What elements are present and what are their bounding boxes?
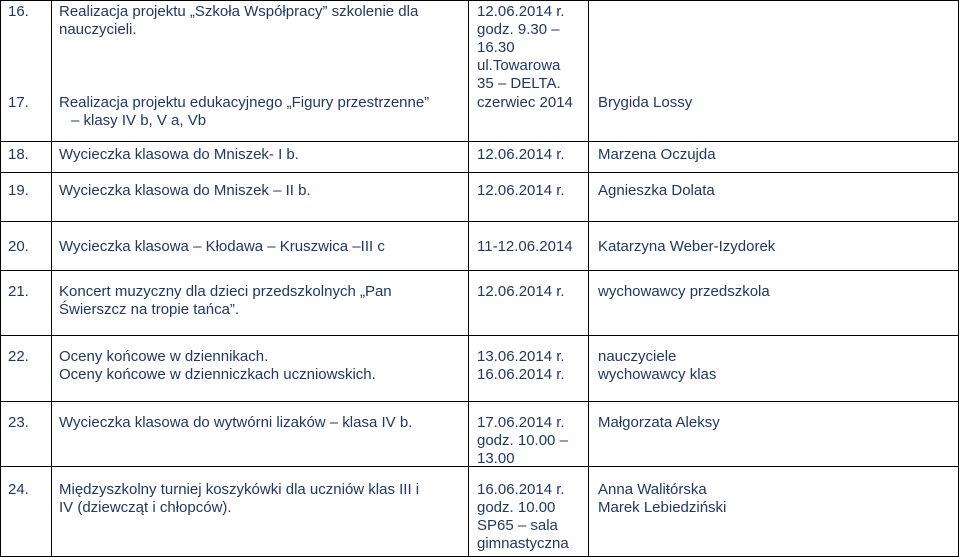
table-cell-person: [598, 146, 716, 164]
cell-line: Anna Waliŧórska: [598, 481, 707, 498]
cell-line: 20.: [8, 238, 29, 255]
cell-line: czerwiec 2014: [477, 94, 573, 111]
cell-line: 23.: [8, 414, 29, 431]
cell-line: Wycieczka klasowa – Kłodawa – Kruszwica –III c: [59, 238, 385, 255]
table-cell-date: [477, 481, 569, 553]
cell-line: 16.06.2014 r.: [477, 366, 565, 383]
cell-line: gimnastyczna: [477, 535, 569, 552]
cell-line: Koncert muzyczny dla dzieci przedszkolnych „Pan: [59, 283, 392, 300]
table-cell-person: [598, 348, 716, 384]
cell-line: Świerszcz na tropie tańca”.: [59, 301, 240, 318]
table-cell-date: [477, 414, 568, 468]
table-cell-person: [598, 283, 770, 301]
table-cell-no: [8, 348, 29, 366]
table-cell-date: [477, 146, 565, 164]
cell-line: 16.06.2014 r.: [477, 481, 565, 498]
cell-line: Wycieczka klasowa do Mniszek – II b.: [59, 182, 311, 199]
cell-line: godz. 9.30 –: [477, 21, 560, 38]
cell-line: 16.: [8, 3, 29, 20]
table-cell-person: [598, 238, 775, 256]
table-cell-person: [598, 94, 692, 112]
cell-line: Oceny końcowe w dziennikach.: [59, 348, 269, 365]
table-cell-no: [8, 238, 29, 256]
cell-line: IV (dziewcząt i chłopców).: [59, 499, 232, 516]
table-cell-event: [59, 238, 385, 256]
table-cell-date: [477, 94, 573, 112]
cell-line: Międzyszkolny turniej koszykówki dla uczniów klas III i: [59, 481, 420, 498]
cell-line: Małgorzata Aleksy: [598, 414, 720, 431]
table-cell-event: [59, 414, 412, 432]
cell-line: 13.00: [477, 450, 515, 467]
table-cell-date: [477, 182, 565, 200]
cell-line: nauczycieli.: [59, 21, 137, 38]
table-cell-no: [8, 481, 29, 499]
table-cell-event: [59, 146, 299, 164]
cell-line: Marek Lebiedziński: [598, 499, 727, 516]
cell-line: 18.: [8, 146, 29, 163]
cell-line: Katarzyna Weber-Izydorek: [598, 238, 776, 255]
table-cell-event: [59, 348, 376, 384]
table-cell-event: [59, 3, 418, 39]
cell-line: wychowawcy przedszkola: [598, 283, 770, 300]
table-cell-date: [477, 283, 565, 301]
table-cell-person: [598, 182, 715, 200]
cell-line: Agnieszka Dolata: [598, 182, 715, 199]
table-cell-event: [59, 94, 429, 130]
table-cell-event: [59, 182, 311, 200]
cell-line: Marzena Oczujda: [598, 146, 716, 163]
cell-line: nauczyciele: [598, 348, 677, 365]
cell-line: 12.06.2014 r.: [477, 182, 565, 199]
table-cell-no: [8, 146, 29, 164]
table-cell-event: [59, 283, 392, 319]
cell-line: Brygida Lossy: [598, 94, 693, 111]
cell-line: wychowawcy klas: [598, 366, 717, 383]
cell-line: godz. 10.00: [477, 499, 556, 516]
cell-line: 17.: [8, 94, 29, 111]
cell-line: 12.06.2014 r.: [477, 146, 565, 163]
table-cell-date: [477, 238, 573, 256]
cell-line: 13.06.2014 r.: [477, 348, 565, 365]
cell-line: 22.: [8, 348, 29, 365]
table-cell-no: [8, 283, 29, 301]
cell-line: 24.: [8, 481, 29, 498]
cell-line: 35 – DELTA.: [477, 75, 561, 92]
cell-line: SP65 – sala: [477, 517, 558, 534]
cell-line: 17.06.2014 r.: [477, 414, 565, 431]
table-cell-event: [59, 481, 419, 517]
cell-line: 19.: [8, 182, 29, 199]
cell-line: Wycieczka klasowa do wytwórni lizaków – klasa IV b.: [59, 414, 413, 431]
table-cell-person: [598, 481, 726, 517]
cell-line: Realizacja projektu edukacyjnego „Figury przestrzenne”: [59, 94, 430, 111]
table-cell-no: [8, 3, 29, 21]
cell-line: 16.30: [477, 39, 515, 56]
cell-line: 21.: [8, 283, 29, 300]
cell-line: 12.06.2014 r.: [477, 3, 565, 20]
cell-line: Realizacja projektu „Szkoła Współpracy” szkolenie dla: [59, 3, 419, 20]
table-cell-no: [8, 182, 29, 200]
cell-line: Wycieczka klasowa do Mniszek- I b.: [59, 146, 299, 163]
cell-line: Oceny końcowe w dzienniczkach uczniowskich.: [59, 366, 376, 383]
table-cell-no: [8, 414, 29, 432]
table-cell-date: [477, 3, 565, 93]
cell-line: ul.Towarowa: [477, 57, 561, 74]
cell-line: – klasy IV b, V a, Vb: [71, 112, 207, 129]
table-cell-no: [8, 94, 29, 112]
cell-line: 11-12.06.2014: [477, 238, 573, 255]
cell-line: 12.06.2014 r.: [477, 283, 565, 300]
table-cell-person: [598, 414, 720, 432]
table-cell-date: [477, 348, 565, 384]
cell-line: godz. 10.00 –: [477, 432, 568, 449]
